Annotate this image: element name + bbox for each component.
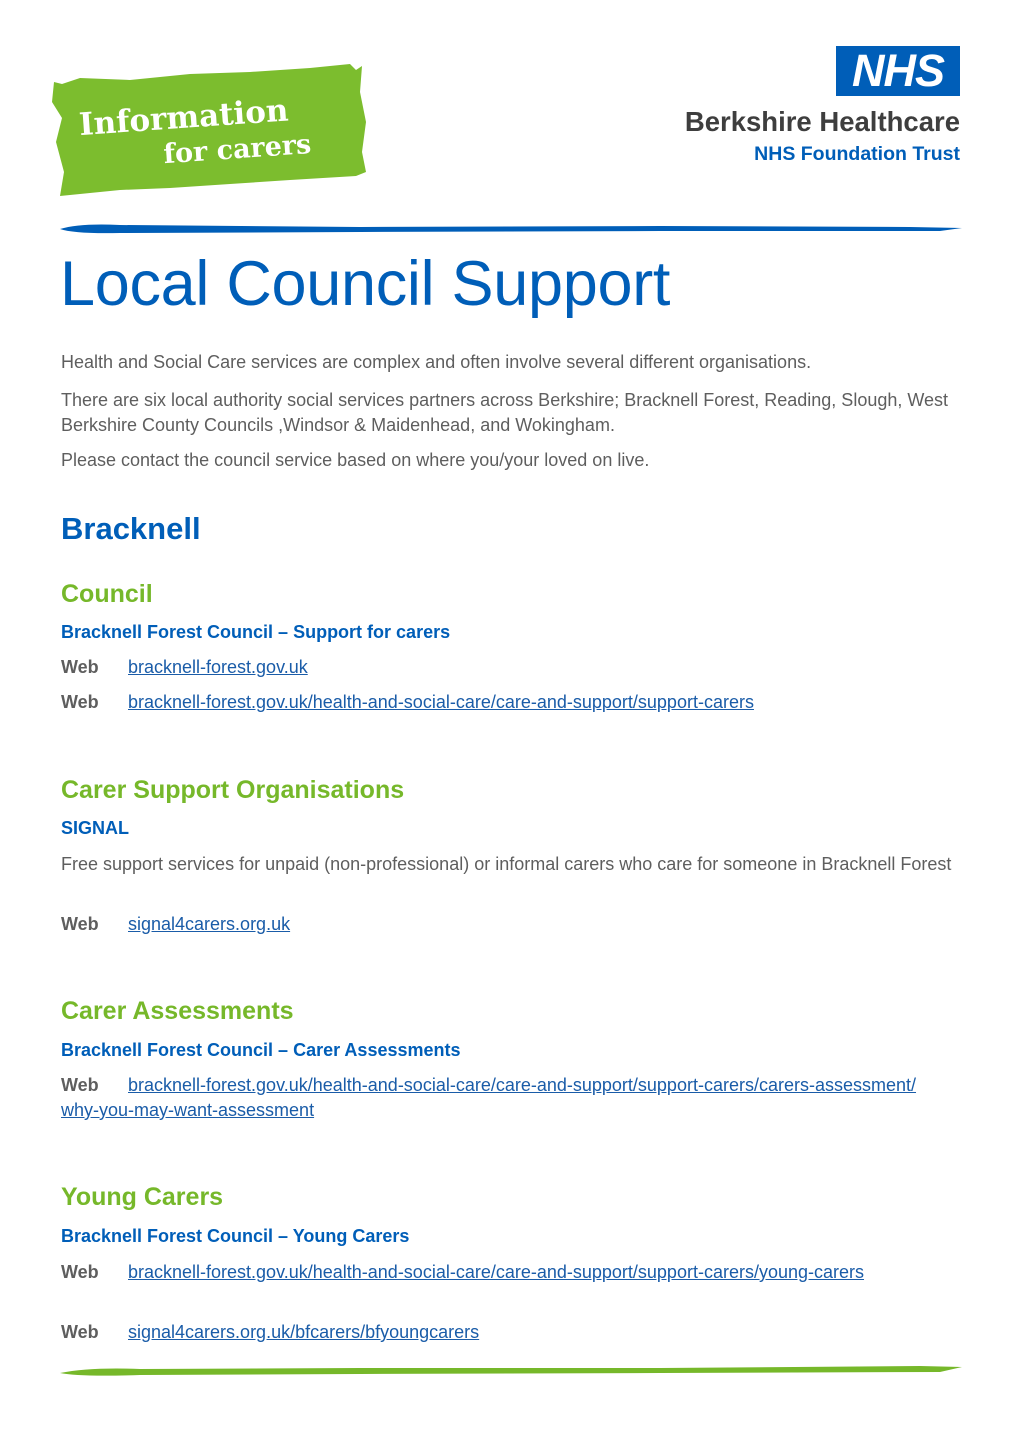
council-link-2[interactable]: bracknell-forest.gov.uk/health-and-social-care/care-and-support/support-carers xyxy=(128,692,754,712)
intro-paragraph-1: Health and Social Care services are complex and often involve several different organisations. xyxy=(61,352,812,372)
young-carers-web-row-2 xyxy=(61,1320,941,1345)
assessments-heading: Carer Assessments xyxy=(61,997,294,1025)
web-label: Web xyxy=(61,1075,99,1095)
assessments-web-row-1 xyxy=(61,1073,921,1123)
page-title: Local Council Support xyxy=(60,249,671,319)
web-label: Web xyxy=(61,1322,99,1342)
young-carers-web-row-1 xyxy=(61,1260,921,1285)
council-link-1[interactable]: bracknell-forest.gov.uk xyxy=(128,657,308,677)
young-carers-link-2[interactable]: signal4carers.org.uk/bfcarers/bfyoungcarers xyxy=(128,1322,480,1342)
orgs-web-row-1 xyxy=(61,912,941,937)
top-divider-stroke xyxy=(60,222,962,236)
orgs-heading: Carer Support Organisations xyxy=(61,776,405,804)
orgs-description: Free support services for unpaid (non-professional) or informal carers who care for someone in Bracknell Forest xyxy=(61,854,952,874)
badge-line2: for carers xyxy=(162,129,313,171)
information-for-carers-logo xyxy=(50,62,368,200)
web-label: Web xyxy=(61,1262,99,1282)
young-carers-subheading: Bracknell Forest Council – Young Carers xyxy=(61,1226,410,1246)
orgs-link-1[interactable]: signal4carers.org.uk xyxy=(128,914,291,934)
young-carers-heading: Young Carers xyxy=(61,1183,224,1211)
nhs-mark: NHS xyxy=(851,45,944,96)
council-subheading: Bracknell Forest Council – Support for carers xyxy=(61,622,451,642)
web-label: Web xyxy=(61,692,99,712)
badge-line1: Information xyxy=(77,92,290,144)
young-carers-link-1[interactable]: bracknell-forest.gov.uk/health-and-social-care/care-and-support/support-carers/young-carers xyxy=(128,1262,865,1282)
assessments-subheading: Bracknell Forest Council – Carer Assessments xyxy=(61,1040,461,1060)
intro-paragraph-3: Please contact the council service based on where you/your loved on live. xyxy=(61,450,650,470)
web-label: Web xyxy=(61,657,99,677)
organisation-name: Berkshire Healthcare xyxy=(684,106,960,137)
council-heading: Council xyxy=(61,580,153,608)
area-heading: Bracknell xyxy=(61,511,201,546)
nhs-logo xyxy=(836,46,960,96)
council-web-row-1 xyxy=(61,655,941,680)
bottom-divider-stroke xyxy=(60,1364,962,1378)
trust-name: NHS Foundation Trust xyxy=(754,143,960,165)
assessments-link-1[interactable]: bracknell-forest.gov.uk/health-and-social-care/care-and-support/support-carers/carers-assessment/why-you-may-want-assessment xyxy=(61,1075,917,1120)
web-label: Web xyxy=(61,914,99,934)
intro-paragraph-2: There are six local authority social services partners across Berkshire; Bracknell Forest, Reading, Slough, West Berkshire County Councils ,Windsor & Maidenhead, and Wokingham. xyxy=(61,390,949,435)
orgs-subheading: SIGNAL xyxy=(61,818,130,838)
council-web-row-2 xyxy=(61,690,941,715)
